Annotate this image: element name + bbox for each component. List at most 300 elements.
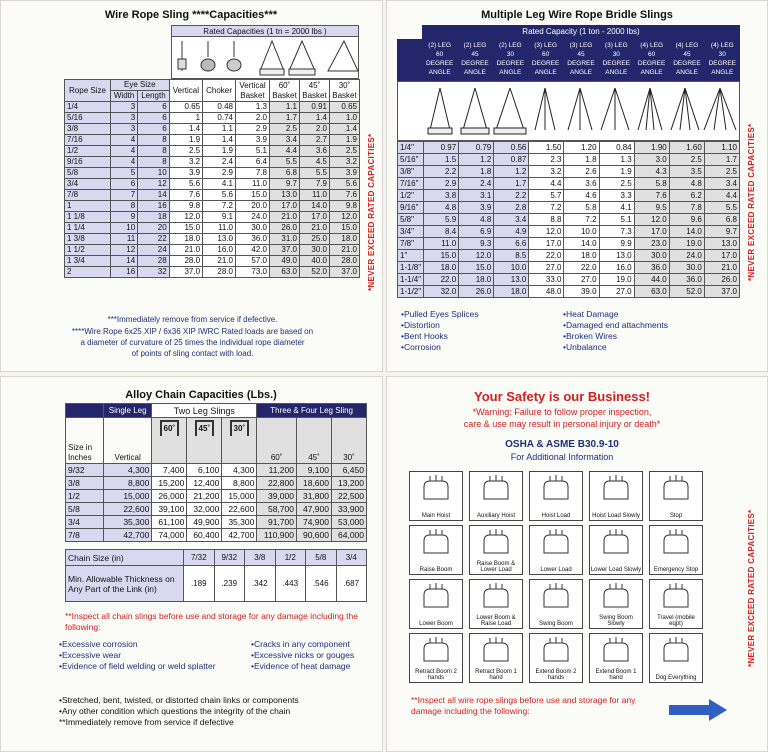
table-cell: 5.5 xyxy=(270,157,300,168)
table-cell: 4.6 xyxy=(564,190,599,202)
table-row xyxy=(65,201,360,212)
list-item: •Excessive wear xyxy=(59,650,122,660)
never-exceed-text: *NEVER EXCEED RATED CAPACITIES* xyxy=(747,509,756,667)
table-row xyxy=(65,135,360,146)
table-cell: 0.97 xyxy=(424,142,459,154)
header-line: ANGLE xyxy=(675,69,698,76)
table-cell: 28 xyxy=(138,256,169,267)
table-cell: 4.8 xyxy=(669,178,704,190)
table-cell: 0.65 xyxy=(330,102,360,113)
table-cell: 22.0 xyxy=(424,274,459,286)
header-line: (3) LEG xyxy=(569,42,593,49)
table-cell: 17.0 xyxy=(704,250,739,262)
table-cell: 2.4 xyxy=(459,178,494,190)
table-cell: 22,800 xyxy=(257,477,297,490)
table-cell: 5.7 xyxy=(529,190,564,202)
header-line: (4) LEG xyxy=(710,42,734,49)
signal-label: Stop xyxy=(669,513,683,519)
table-cell: 40.0 xyxy=(300,256,330,267)
signal-label: Dog Everything xyxy=(655,675,697,681)
header-line: ANGLE xyxy=(499,69,522,76)
warning-line: *Warning: Failure to follow proper inspection, xyxy=(472,407,652,417)
table-row xyxy=(398,178,740,190)
table-cell: 7 xyxy=(111,190,138,201)
table-cell: 26.0 xyxy=(704,274,739,286)
bridle-table xyxy=(397,141,740,298)
table-cell: 17.0 xyxy=(529,238,564,250)
table-row xyxy=(398,214,740,226)
note-line: of points of sling contact with load. xyxy=(131,349,254,358)
table-cell: 73.0 xyxy=(236,267,270,278)
thickness-label: Min. Allowable Thickness on Any Part of the Link (in) xyxy=(66,566,184,602)
table-cell: 1.9 xyxy=(203,146,236,157)
header-line: 30 xyxy=(612,51,620,58)
table-row xyxy=(65,113,360,124)
inspect-note: **Inspect all wire rope slings before use and storage for any damage including the following: xyxy=(411,695,636,716)
leg-header-row xyxy=(397,39,740,81)
table-cell: 9/16" xyxy=(398,202,424,214)
signal-label: Hoist Load Slowly xyxy=(592,513,640,519)
table-cell: 14.0 xyxy=(669,226,704,238)
table-cell: 4 xyxy=(111,135,138,146)
table-cell: 18.0 xyxy=(459,274,494,286)
hand-signal-cell xyxy=(649,525,703,575)
hand-signal-icon xyxy=(656,529,696,557)
hand-signal-icon xyxy=(596,637,636,665)
chain-damage-left xyxy=(59,639,219,672)
table-cell: 6.6 xyxy=(494,238,529,250)
table-cell: 3.1 xyxy=(459,190,494,202)
table-cell: 1 1/4 xyxy=(65,223,111,234)
list-item: •Corrosion xyxy=(401,342,441,352)
chain-size: 1/2 xyxy=(275,550,306,566)
signal-label: Main Hoist xyxy=(421,513,451,519)
thickness-value: .443 xyxy=(275,566,306,602)
table-cell: 5.1 xyxy=(236,146,270,157)
table-cell: 8,800 xyxy=(222,477,257,490)
header-line: DEGREE xyxy=(567,60,595,67)
table-cell: 3.2 xyxy=(169,157,202,168)
header-line: (2) LEG xyxy=(498,42,522,49)
table-cell: 14 xyxy=(138,190,169,201)
never-exceed-text: *NEVER EXCEED RATED CAPACITIES* xyxy=(367,133,376,291)
hand-signal-cell xyxy=(589,579,643,629)
header-line: DEGREE xyxy=(637,60,666,67)
signal-label: Retract Boom 1 hand xyxy=(475,669,517,681)
table-cell: 18.0 xyxy=(330,234,360,245)
header-line: DEGREE xyxy=(708,60,737,67)
table-row xyxy=(66,477,367,490)
table-cell: 9.9 xyxy=(599,238,634,250)
table-cell: 35,300 xyxy=(104,516,152,529)
table-cell: 1.90 xyxy=(634,142,669,154)
table-cell: 2.0 xyxy=(300,124,330,135)
table-cell: 3.4 xyxy=(704,178,739,190)
table-cell: 28.0 xyxy=(169,256,202,267)
header-line: (3) LEG xyxy=(604,42,628,49)
table-cell: 0.74 xyxy=(203,113,236,124)
table-cell: 1-1/4" xyxy=(398,274,424,286)
table-cell: 14.0 xyxy=(300,201,330,212)
table-cell: 4.8 xyxy=(459,214,494,226)
hand-signal-icon xyxy=(656,475,696,503)
table-cell: 1.60 xyxy=(669,142,704,154)
table-cell: 2 xyxy=(65,267,111,278)
table-cell: 5.6 xyxy=(330,179,360,190)
table-cell: 1.50 xyxy=(529,142,564,154)
table-cell: 1.9 xyxy=(169,135,202,146)
table-cell: 16 xyxy=(111,267,138,278)
header-line: ANGLE xyxy=(428,69,451,76)
table-cell: 47,900 xyxy=(296,503,331,516)
table-cell: 1" xyxy=(398,250,424,262)
list-item: •Excessive nicks or gouges xyxy=(251,650,355,660)
table-cell: 1.3 xyxy=(599,154,634,166)
table-cell: 1.10 xyxy=(704,142,739,154)
table-cell: 1.4 xyxy=(203,135,236,146)
table-cell: 37.0 xyxy=(704,286,739,298)
table-cell: 22.0 xyxy=(564,262,599,274)
leg-col-header xyxy=(634,41,669,77)
leg-col-header xyxy=(599,41,634,77)
table-cell: 74,900 xyxy=(296,516,331,529)
leg-col-header xyxy=(528,41,563,77)
table-cell: 10.0 xyxy=(564,226,599,238)
header-line: (3) LEG xyxy=(534,42,558,49)
table-cell: 14 xyxy=(111,256,138,267)
table-cell: 61,100 xyxy=(152,516,187,529)
rated-capacities-header: Rated Capacities (1 tn = 2000 lbs ) xyxy=(171,25,359,37)
hand-signal-cell xyxy=(529,525,583,575)
hand-signal-cell xyxy=(589,471,643,521)
table-cell: 9.1 xyxy=(203,212,236,223)
bridle-slings-panel xyxy=(386,0,768,372)
table-cell: 3.4 xyxy=(494,214,529,226)
hand-signal-cell xyxy=(529,633,583,683)
hand-signal-icon xyxy=(536,637,576,665)
table-cell: 4 xyxy=(111,146,138,157)
note-remove: ***Immediately remove from service if defective. xyxy=(107,315,278,324)
table-cell: 11.0 xyxy=(424,238,459,250)
table-cell: 15.0 xyxy=(459,262,494,274)
table-cell: 12.0 xyxy=(529,226,564,238)
thickness-value: .687 xyxy=(336,566,367,602)
header-line: ANGLE xyxy=(711,69,734,76)
table-cell: 13,200 xyxy=(331,477,366,490)
wire-rope-sling-panel xyxy=(0,0,383,372)
table-cell: 2.5 xyxy=(169,146,202,157)
table-cell: 15,200 xyxy=(152,477,187,490)
table-row xyxy=(66,464,367,477)
thickness-value: .546 xyxy=(306,566,337,602)
table-cell: 42,700 xyxy=(104,529,152,542)
angle-60-icon: 60˚ xyxy=(160,420,180,436)
col-header: Length xyxy=(138,91,169,102)
table-cell: 9/32 xyxy=(66,464,104,477)
table-cell: 1/2 xyxy=(66,490,104,503)
table-cell: 4.9 xyxy=(494,226,529,238)
header-line: 60 xyxy=(542,51,550,58)
table-cell: 9/16 xyxy=(65,157,111,168)
table-row xyxy=(65,234,360,245)
list-item: •Broken Wires xyxy=(563,331,617,341)
hand-signal-icon xyxy=(596,583,636,611)
header-line: DEGREE xyxy=(461,60,489,67)
table-row xyxy=(65,179,360,190)
table-cell: 3 xyxy=(111,113,138,124)
table-cell: 15,000 xyxy=(104,490,152,503)
table-cell: 42,700 xyxy=(222,529,257,542)
table-cell: 9.7 xyxy=(270,179,300,190)
table-cell: 91,700 xyxy=(257,516,297,529)
list-item: •Evidence of heat damage xyxy=(251,661,351,671)
signal-label: Swing Boom Slowly xyxy=(599,615,633,627)
table-cell: 16 xyxy=(138,201,169,212)
table-cell: 4.3 xyxy=(634,166,669,178)
table-cell: 0.79 xyxy=(459,142,494,154)
table-cell: 21.0 xyxy=(169,245,202,256)
table-cell: 26.0 xyxy=(270,223,300,234)
table-cell: 37.0 xyxy=(270,245,300,256)
table-cell: 1/2 xyxy=(65,146,111,157)
table-cell: 9.7 xyxy=(704,226,739,238)
table-cell: 11,200 xyxy=(257,464,297,477)
table-cell: 27.0 xyxy=(599,286,634,298)
warning-line: care & use may result in personal injury or death* xyxy=(463,419,661,429)
chain-size: 3/4 xyxy=(336,550,367,566)
table-cell: 18.0 xyxy=(169,234,202,245)
table-cell: 8.8 xyxy=(529,214,564,226)
table-cell: 58,700 xyxy=(257,503,297,516)
table-cell: 4.4 xyxy=(704,190,739,202)
table-cell: 12.0 xyxy=(459,250,494,262)
table-cell: 39,000 xyxy=(257,490,297,503)
hand-signal-icon xyxy=(656,637,696,665)
table-cell: 10 xyxy=(111,223,138,234)
signal-label: Hoist Load xyxy=(541,513,571,519)
chain-size: 9/32 xyxy=(214,550,245,566)
chain-bottom-list xyxy=(59,695,299,728)
table-cell: 13.0 xyxy=(599,250,634,262)
table-cell: 8,800 xyxy=(104,477,152,490)
table-cell: 21.0 xyxy=(300,223,330,234)
table-cell: 7.2 xyxy=(564,214,599,226)
table-cell: 13.0 xyxy=(203,234,236,245)
hand-signal-icon xyxy=(596,529,636,557)
table-row xyxy=(65,212,360,223)
table-cell: 24 xyxy=(138,245,169,256)
size-header: Size in Inches xyxy=(66,418,104,464)
table-cell: 27.0 xyxy=(529,262,564,274)
table-cell: 2.5 xyxy=(270,124,300,135)
col-header: 60˚ xyxy=(257,418,297,464)
table-cell: 3.2 xyxy=(529,166,564,178)
table-cell: 10 xyxy=(138,168,169,179)
table-cell: 22.0 xyxy=(529,250,564,262)
table-cell: 7.2 xyxy=(529,202,564,214)
header-line: ANGLE xyxy=(569,69,592,76)
table-cell: 28.0 xyxy=(330,256,360,267)
table-cell: 60,400 xyxy=(187,529,222,542)
table-cell: 1 3/8 xyxy=(65,234,111,245)
table-cell: 15.0 xyxy=(236,190,270,201)
table-cell: 3.9 xyxy=(236,135,270,146)
table-cell: 1.2 xyxy=(494,166,529,178)
table-cell: 49.0 xyxy=(270,256,300,267)
table-cell: 18,600 xyxy=(296,477,331,490)
table-row xyxy=(398,238,740,250)
table-cell: 7.6 xyxy=(330,190,360,201)
table-row xyxy=(66,529,367,542)
hand-signal-cell xyxy=(409,525,463,575)
list-item: •Excessive corrosion xyxy=(59,639,138,649)
group-header: Two Leg Slings xyxy=(152,404,257,418)
hand-signal-cell xyxy=(469,579,523,629)
table-cell: 21,200 xyxy=(187,490,222,503)
col-header: 45˚ Basket xyxy=(300,80,330,102)
table-cell: 90,600 xyxy=(296,529,331,542)
table-cell: 15.0 xyxy=(424,250,459,262)
table-cell: 1.7 xyxy=(270,113,300,124)
chain-size: 7/32 xyxy=(184,550,215,566)
table-cell: 6.4 xyxy=(236,157,270,168)
table-cell: 3.4 xyxy=(270,135,300,146)
chain-damage-right xyxy=(251,639,354,672)
col-header: Rope Size xyxy=(65,80,111,102)
leg-col-header xyxy=(669,41,704,77)
chain-size-table xyxy=(65,549,367,602)
table-row xyxy=(398,226,740,238)
table-cell: 7/16 xyxy=(65,135,111,146)
table-cell: 22,600 xyxy=(104,503,152,516)
table-cell: 44.0 xyxy=(634,274,669,286)
table-cell: 1.2 xyxy=(459,154,494,166)
table-cell: 5.5 xyxy=(300,168,330,179)
table-cell: 4,300 xyxy=(104,464,152,477)
table-cell: 57.0 xyxy=(236,256,270,267)
table-cell: 6 xyxy=(138,113,169,124)
alloy-chain-panel xyxy=(0,376,383,752)
hand-signal-icon xyxy=(596,475,636,503)
hand-signal-icon xyxy=(476,529,516,557)
list-item: •Pulled Eyes Splices xyxy=(401,309,479,319)
table-row xyxy=(398,166,740,178)
list-item: •Bent Hooks xyxy=(401,331,448,341)
table-cell: 36.0 xyxy=(634,262,669,274)
table-cell: 3.0 xyxy=(634,154,669,166)
table-cell: 12,400 xyxy=(187,477,222,490)
damage-list-right xyxy=(563,309,668,353)
list-item: •Evidence of field welding or weld splatter xyxy=(59,661,216,671)
table-cell: 2.3 xyxy=(529,154,564,166)
table-cell: 1/4" xyxy=(398,142,424,154)
table-cell: 1 1/8 xyxy=(65,212,111,223)
table-cell: 20 xyxy=(138,223,169,234)
table-cell: 9.3 xyxy=(459,238,494,250)
header-line: (2) LEG xyxy=(463,42,487,49)
table-cell: 3/4" xyxy=(398,226,424,238)
table-cell: 1 xyxy=(169,113,202,124)
list-item: **Immediately remove from service if defective xyxy=(59,717,234,727)
list-item: •Cracks in any component xyxy=(251,639,350,649)
table-cell: 22,600 xyxy=(222,503,257,516)
table-cell: 1-1/2" xyxy=(398,286,424,298)
table-cell: 9.5 xyxy=(634,202,669,214)
table-cell: 11.0 xyxy=(236,179,270,190)
hand-signal-cell xyxy=(529,579,583,629)
table-row xyxy=(398,250,740,262)
table-cell: 2.5 xyxy=(330,146,360,157)
table-cell: 1/2" xyxy=(398,190,424,202)
table-row xyxy=(66,490,367,503)
sling-hitch-icons xyxy=(172,37,360,79)
table-cell: 11.0 xyxy=(300,190,330,201)
table-cell: 17.0 xyxy=(300,212,330,223)
info-line: For Additional Information xyxy=(510,452,614,462)
safety-title: Your Safety is our Business! xyxy=(473,389,651,404)
table-cell: 35,300 xyxy=(222,516,257,529)
table-cell: 1.1 xyxy=(203,124,236,135)
hand-signal-cell xyxy=(409,633,463,683)
signal-label: Extend Boom 2 hands xyxy=(535,669,577,681)
table-cell: 11.0 xyxy=(203,223,236,234)
table-cell: 13.0 xyxy=(270,190,300,201)
table-cell: 48.0 xyxy=(529,286,564,298)
table-cell: 4.4 xyxy=(529,178,564,190)
table-cell: 3.2 xyxy=(330,157,360,168)
signal-label: Swing Boom xyxy=(539,621,573,627)
table-cell: 9.8 xyxy=(169,201,202,212)
signal-label: Extend Boom 1 hand xyxy=(595,669,637,681)
table-cell: 11 xyxy=(111,234,138,245)
header-line: (4) LEG xyxy=(675,42,699,49)
header-line: 60 xyxy=(648,51,656,58)
table-cell: 30.0 xyxy=(300,245,330,256)
col-header xyxy=(222,418,257,464)
table-cell: 4.5 xyxy=(300,157,330,168)
table-cell: 31,800 xyxy=(296,490,331,503)
table-cell: 3 xyxy=(111,102,138,113)
table-cell: 9 xyxy=(111,212,138,223)
table-cell: 3/4 xyxy=(66,516,104,529)
header-line: 30 xyxy=(506,51,514,58)
table-cell: 13.0 xyxy=(704,238,739,250)
table-cell: 7.8 xyxy=(236,168,270,179)
table-cell: 13.0 xyxy=(494,274,529,286)
table-cell: 28.0 xyxy=(203,267,236,278)
table-cell: 8 xyxy=(138,146,169,157)
table-cell: 5.1 xyxy=(599,214,634,226)
table-cell: 5 xyxy=(111,168,138,179)
leg-col-header xyxy=(705,41,740,77)
table-cell: 2.2 xyxy=(424,166,459,178)
hand-signal-cell xyxy=(589,633,643,683)
col-header: Choker xyxy=(203,80,236,102)
header-line: (2) LEG xyxy=(428,42,452,49)
hand-signal-icon xyxy=(476,637,516,665)
table-cell: 8 xyxy=(111,201,138,212)
table-cell: 3.3 xyxy=(599,190,634,202)
table-cell: 1.0 xyxy=(330,113,360,124)
hand-signal-icon xyxy=(656,583,696,611)
signal-label: Travel (mobile eqpt) xyxy=(657,615,695,627)
table-cell: 24.0 xyxy=(236,212,270,223)
table-cell: 3.5 xyxy=(669,166,704,178)
hand-signal-icon xyxy=(476,583,516,611)
table-cell: 3.8 xyxy=(424,190,459,202)
table-cell: 31.0 xyxy=(270,234,300,245)
table-cell: 5.5 xyxy=(704,202,739,214)
